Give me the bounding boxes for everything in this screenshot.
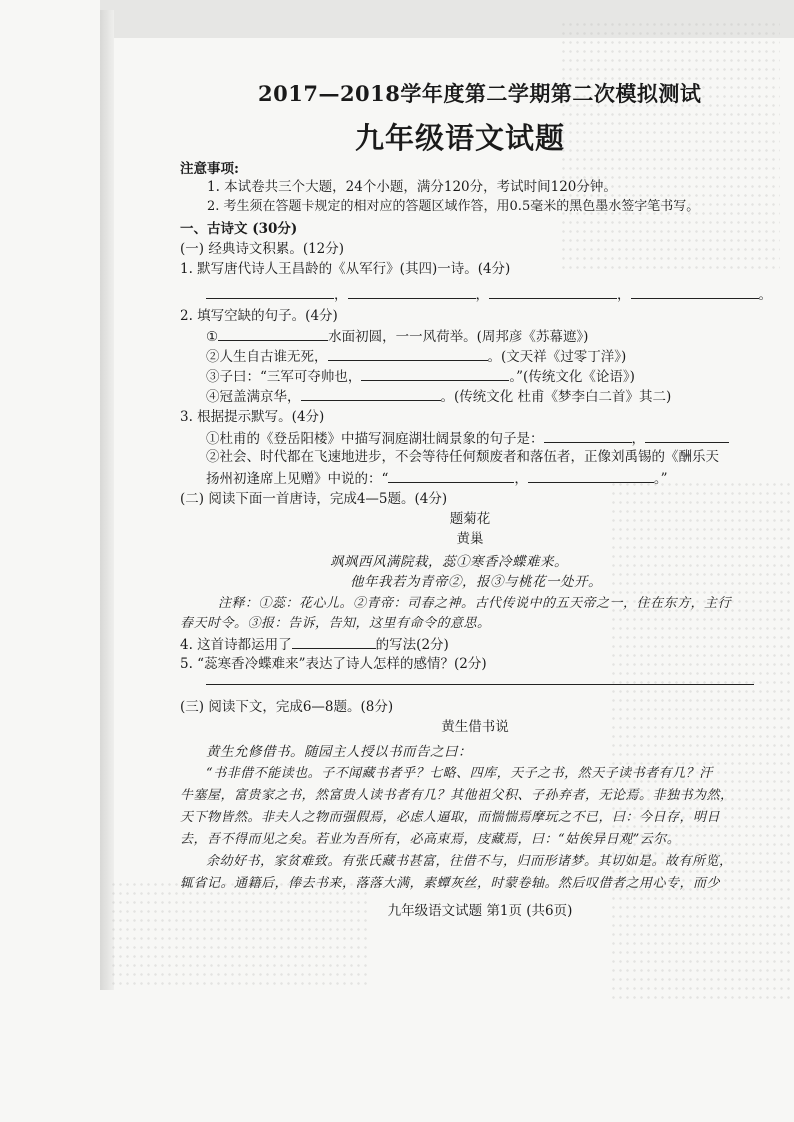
question-3b: ②社会、时代都在飞速地进步，不会等待任何颓废者和落伍者，正像刘禹锡的《酬乐天 <box>206 449 719 465</box>
question-3: 3. 根据提示默写。(4分) <box>180 409 325 425</box>
answer-blank[interactable] <box>388 468 514 483</box>
exam-title-line1: 2017—2018学年度第二学期第二次模拟测试 <box>258 81 702 106</box>
notice-item-2: 2. 考生须在答题卡规定的相对应的答题区域作答，用0.5毫米的黑色墨水签字笔书写。 <box>207 199 700 214</box>
poem-title: 题菊花 <box>449 511 491 527</box>
question-4: 4. 这首诗都运用了 的写法(2分) <box>180 634 449 654</box>
answer-blank[interactable] <box>645 428 729 443</box>
answer-blank[interactable] <box>489 284 617 299</box>
answer-blank[interactable] <box>631 284 759 299</box>
article-para-3-line-2: 辄省记。通籍后，俸去书来，落落大满，素蟫灰丝，时蒙卷轴。然后叹借者之用心专，而少 <box>180 876 721 891</box>
notice-item-1: 1. 本试卷共三个大题，24个小题，满分120分，考试时间120分钟。 <box>207 179 617 195</box>
part2-heading: (二) 阅读下面一首唐诗，完成4—5题。(4分) <box>180 491 448 507</box>
q1-answer-line: ， ， ， 。 <box>206 284 772 304</box>
answer-blank[interactable] <box>544 428 632 443</box>
answer-blank[interactable] <box>528 468 654 483</box>
poem-line-1: 飒飒西风满院栽，蕊①寒香冷蝶难来。 <box>330 554 568 570</box>
poem-note-2: 春天时令。③报：告诉，告知，这里有命令的意思。 <box>180 616 491 631</box>
article-para-2-line-4: 去，吾不得而见之矣。若业为吾所有，必高束焉，庋藏焉，曰：“姑俟异日观”云尔。 <box>180 832 681 847</box>
part1-heading: (一) 经典诗文积累。(12分) <box>180 241 345 257</box>
answer-blank[interactable] <box>218 326 328 341</box>
section1-heading: 一、古诗文 (30分) <box>180 221 298 237</box>
question-2b: ②人生自古谁无死， 。(文天祥《过零丁洋》) <box>206 346 626 366</box>
question-2a: ① 水面初圆，一一风荷举。(周邦彦《苏幕遮》) <box>206 326 588 346</box>
poem-author: 黄巢 <box>456 531 484 547</box>
question-2: 2. 填写空缺的句子。(4分) <box>180 308 338 324</box>
poem-line-2: 他年我若为青帝②，报③与桃花一处开。 <box>350 574 602 590</box>
notice-heading: 注意事项: <box>180 161 239 177</box>
answer-blank[interactable] <box>328 346 488 361</box>
question-2d: ④冠盖满京华， 。(传统文化 杜甫《梦李白二首》其二) <box>206 386 671 406</box>
question-5: 5. “蕊寒香冷蝶难来”表达了诗人怎样的感情？(2分) <box>180 656 487 672</box>
article-title: 黄生借书说 <box>441 719 509 735</box>
article-para-3-line-1: 余幼好书，家贫难致。有张氏藏书甚富，往借不与，归而形诸梦。其切如是。故有所览， <box>206 854 733 869</box>
article-para-1: 黄生允修借书。随园主人授以书而告之曰： <box>206 744 472 760</box>
article-para-2-line-3: 天下物皆然。非夫人之物而强假焉，必虑人逼取，而惴惴焉摩玩之不已，曰：今日存，明日 <box>180 810 721 825</box>
article-para-2-line-2: 牛塞屋，富贵家之书，然富贵人读书者有几？其他祖父积、子孙弃者，无论焉。非独书为然， <box>180 788 734 803</box>
poem-note-1: 注释：①蕊：花心儿。②青帝：司春之神。古代传说中的五天帝之一，住在东方，主行 <box>218 596 732 611</box>
answer-blank[interactable] <box>361 366 509 381</box>
q5-answer-line[interactable] <box>206 684 754 685</box>
answer-blank[interactable] <box>348 284 476 299</box>
answer-blank[interactable] <box>301 386 441 401</box>
question-3b-line2: 扬州初逢席上见赠》中说的：“ ， 。” <box>206 468 668 488</box>
page-footer: 九年级语文试题 第1页 (共6页) <box>387 903 573 919</box>
article-para-2-line-1: “书非借不能读也。子不闻藏书者乎？七略、四库，天子之书，然天子读书者有几？汗 <box>206 766 713 781</box>
question-1: 1. 默写唐代诗人王昌龄的《从军行》(其四)一诗。(4分) <box>180 261 511 277</box>
part3-heading: (三) 阅读下文，完成6—8题。(8分) <box>180 699 394 715</box>
question-2c: ③子曰：“三军可夺帅也， 。”(传统文化《论语》) <box>206 366 635 386</box>
exam-title-line2: 九年级语文试题 <box>355 121 566 155</box>
answer-blank[interactable] <box>292 634 376 649</box>
answer-blank[interactable] <box>206 284 334 299</box>
question-3a: ①杜甫的《登岳阳楼》中描写洞庭湖壮阔景象的句子是： ， <box>206 428 729 448</box>
